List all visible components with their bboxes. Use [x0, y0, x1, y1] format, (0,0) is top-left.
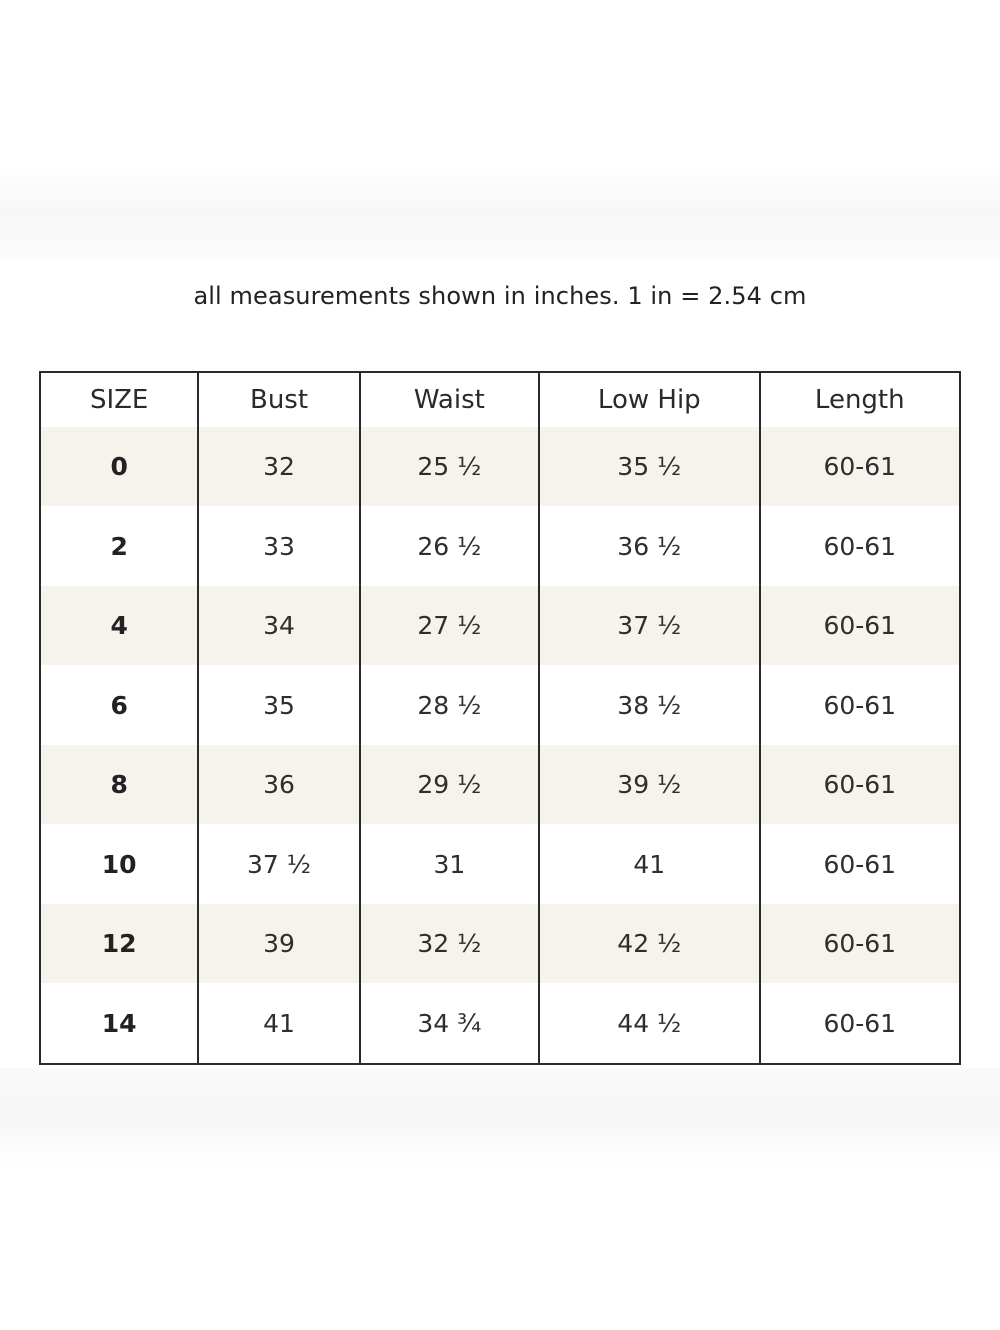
size-cell: 4 [40, 586, 198, 665]
waist-cell: 29 ½ [360, 745, 539, 824]
waist-cell: 32 ½ [360, 904, 539, 983]
length-cell: 60-61 [760, 665, 960, 744]
bust-cell: 34 [198, 586, 359, 665]
size-cell: 10 [101, 849, 137, 879]
size-cell: 14 [101, 1008, 137, 1038]
size-chart-table [39, 371, 961, 1065]
size-cell: 2 [110, 531, 128, 561]
table-row [40, 983, 960, 1064]
top-background-band [0, 165, 1000, 260]
table-row [40, 904, 960, 983]
low-hip-cell: 35 ½ [539, 427, 759, 506]
table-row [40, 586, 960, 665]
low-hip-cell: 44 ½ [539, 983, 759, 1064]
bust-cell: 33 [198, 506, 359, 585]
bottom-background-band [0, 1068, 1000, 1165]
header-bust: Bust [198, 372, 359, 427]
low-hip-cell: 41 [539, 824, 759, 903]
measurement-note: all measurements shown in inches. 1 in = 2.54 cm [193, 282, 807, 310]
low-hip-cell: 39 ½ [539, 745, 759, 824]
header-low-hip: Low Hip [539, 372, 759, 427]
table-header-row [40, 372, 960, 427]
length-cell: 60-61 [760, 983, 960, 1064]
bust-cell: 41 [198, 983, 359, 1064]
table-row [40, 665, 960, 744]
size-cell: 0 [40, 427, 198, 506]
length-cell: 60-61 [760, 904, 960, 983]
waist-cell: 31 [360, 824, 539, 903]
waist-cell: 27 ½ [360, 586, 539, 665]
bust-cell: 39 [198, 904, 359, 983]
table-row [40, 745, 960, 824]
header-length: Length [760, 372, 960, 427]
low-hip-cell: 36 ½ [539, 506, 759, 585]
low-hip-cell: 37 ½ [539, 586, 759, 665]
waist-cell: 26 ½ [360, 506, 539, 585]
table-row [40, 824, 960, 903]
length-cell: 60-61 [760, 586, 960, 665]
length-cell: 60-61 [760, 427, 960, 506]
size-cell: 8 [40, 745, 198, 824]
low-hip-cell: 42 ½ [539, 904, 759, 983]
table-row [40, 427, 960, 506]
size-cell: 6 [110, 690, 128, 720]
waist-cell: 28 ½ [360, 665, 539, 744]
bust-cell: 36 [198, 745, 359, 824]
length-cell: 60-61 [760, 506, 960, 585]
waist-cell: 34 ¾ [360, 983, 539, 1064]
bust-cell: 35 [198, 665, 359, 744]
waist-cell: 25 ½ [360, 427, 539, 506]
length-cell: 60-61 [760, 745, 960, 824]
bust-cell: 37 ½ [198, 824, 359, 903]
header-waist: Waist [360, 372, 539, 427]
size-cell: 12 [40, 904, 198, 983]
low-hip-cell: 38 ½ [539, 665, 759, 744]
bust-cell: 32 [198, 427, 359, 506]
length-cell: 60-61 [760, 824, 960, 903]
header-size: SIZE [40, 372, 198, 427]
table-row [40, 506, 960, 585]
